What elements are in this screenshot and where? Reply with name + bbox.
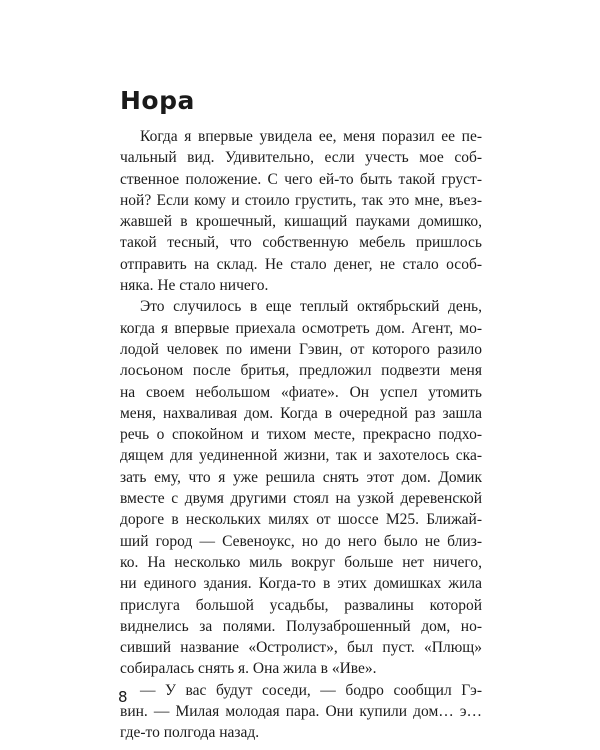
text-line: вместе с двумя другими стоял на узкой деревенской [120, 490, 482, 508]
text-line: ко. На несколько миль вокруг больше нет ничего, [120, 553, 482, 571]
text-line: ни единого здания. Когда-то в этих домишках жила [120, 575, 482, 593]
text-line: прислуга большой усадьбы, развалины которой [120, 596, 482, 614]
paragraph-1 [120, 126, 482, 296]
text-line: ственное положение. С чего ей-то быть такой груст- [120, 170, 482, 188]
text-line: виднелись за полями. Полузаброшенный дом, но- [120, 617, 482, 635]
text-line: — У вас будут соседи, — бодро сообщил Гэ- [140, 681, 482, 699]
text-line: лосьоном после бритья, предложил подвезти меня [120, 362, 482, 380]
text-line: ной? Если кому и стоило грустить, так это мне, въез- [120, 191, 482, 209]
text-line: такой тесный, что собственную мебель пришлось [120, 234, 482, 252]
text-line: няка. Не стало ничего. [120, 277, 269, 295]
text-line: ший город — Севеноукс, но до него было не близ- [120, 532, 482, 550]
text-line: зать ему, что я уже решила снять этот дом. Домик [120, 468, 482, 486]
text-line: сивший название «Остролист», был пуст. «Плющ» [120, 639, 482, 657]
text-line: вин. — Милая молодая пара. Они купили дом… э… [120, 703, 482, 721]
paragraph-2 [120, 296, 482, 679]
text-line: собиралась снять я. Она жила в «Иве». [120, 660, 377, 678]
text-line: чальный вид. Удивительно, если учесть мое соб- [120, 149, 482, 167]
text-line: дороге в нескольких милях от шоссе М25. Ближай- [120, 511, 482, 529]
text-line: меня, нахваливая дом. Когда в очередной раз зашла [120, 404, 482, 422]
text-line: жавшей в крошечный, кишащий пауками домишко, [120, 213, 482, 231]
page-number: 8 [118, 688, 128, 706]
chapter-title: Нора [120, 86, 195, 115]
text-line: Когда я впервые увидела ее, меня поразил ее пе- [140, 128, 482, 145]
body-text [120, 126, 482, 744]
text-line: где-то полгода назад. [120, 724, 260, 742]
text-line: лодой человек по имени Гэвин, от которого разило [120, 340, 482, 358]
text-line: когда я впервые приехала осмотреть дом. Агент, мо- [120, 319, 482, 337]
text-line: на своем небольшом «фиате». Он успел утомить [120, 383, 482, 401]
paragraph-3 [120, 680, 482, 744]
text-line: дящем для уединенной жизни, так и захотелось ска- [120, 447, 482, 465]
text-line: Это случилось в еще теплый октябрьский день, [140, 298, 482, 316]
text-line: речь о спокойном и тихом месте, прекрасно подхо- [120, 426, 482, 444]
text-line: отправить на склад. Не стало денег, не стало особ- [120, 255, 482, 273]
